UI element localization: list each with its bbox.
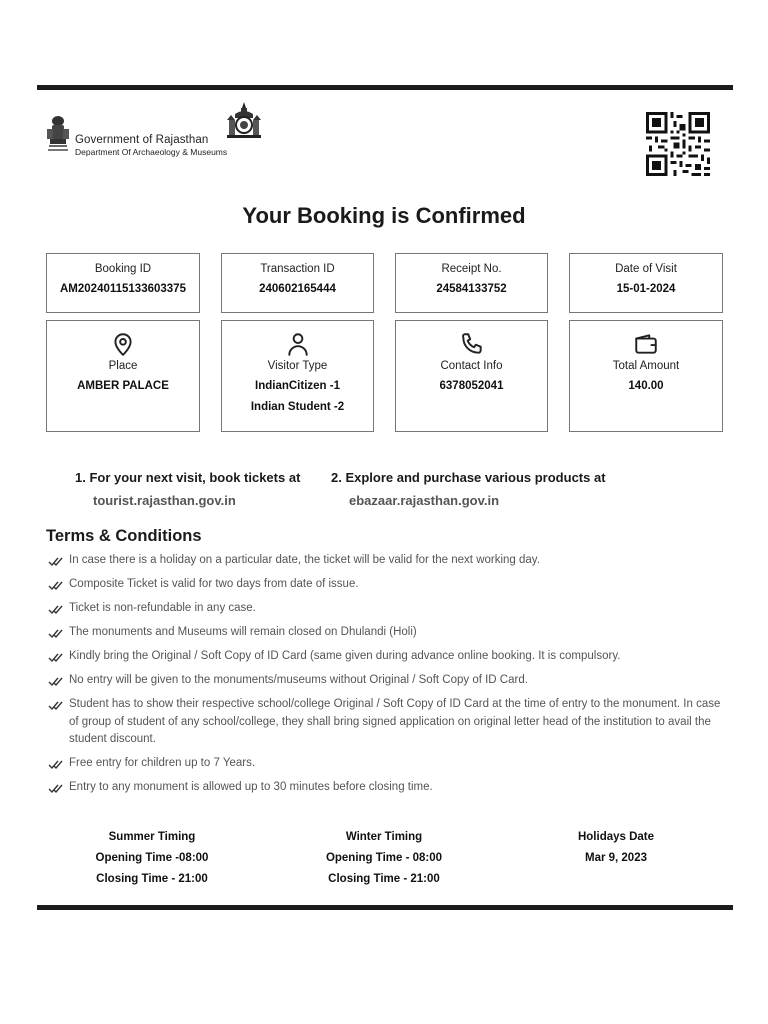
card-value: 24584133752: [436, 283, 507, 295]
card-value: 6378052041: [439, 380, 504, 392]
terms-item: [46, 755, 726, 773]
summer-closing-time: Closing Time - 21:00: [96, 873, 208, 885]
terms-text: In case there is a holiday on a particular date, the ticket will be valid for the next working day.: [69, 554, 540, 566]
card-value-secondary: Indian Student -2: [250, 401, 345, 413]
double-check-icon: [48, 677, 64, 687]
double-check-icon: [48, 701, 64, 711]
top-rule: [37, 85, 733, 90]
terms-item: [46, 648, 726, 666]
terms-item: [46, 696, 726, 749]
double-check-icon: [48, 557, 64, 567]
location-pin-icon: [110, 331, 136, 357]
double-check-icon: [48, 605, 64, 615]
ebazaar-link[interactable]: ebazaar.rajasthan.gov.in: [349, 493, 500, 508]
next-visit-item: [75, 470, 300, 508]
card-value: 240602165444: [259, 283, 336, 295]
department-name: Department Of Archaeology & Museums: [75, 147, 228, 157]
winter-opening-time: Opening Time - 08:00: [325, 852, 443, 864]
double-check-icon: [48, 760, 64, 770]
receipt-no-card: [395, 253, 548, 313]
summer-timing: [42, 827, 262, 890]
terms-text: Student has to show their respective school/college Original / Soft Copy of ID Card at the time of entry to the monument. In case of group of student of any school/college, they shall bring signed application on original letter head of the institution to avail the student discount.: [69, 698, 721, 745]
card-label: Visitor Type: [267, 360, 328, 372]
contact-info-card: [395, 320, 548, 432]
holidays-date: [506, 827, 726, 869]
fort-logo-icon: [226, 100, 262, 140]
person-icon: [285, 331, 311, 357]
terms-title: Terms & Conditions: [46, 527, 202, 545]
card-label: Total Amount: [612, 360, 680, 372]
card-value: 140.00: [628, 380, 664, 392]
card-label: Booking ID: [94, 263, 152, 275]
ticket-header: [44, 100, 734, 180]
tourist-link[interactable]: tourist.rajasthan.gov.in: [93, 493, 236, 508]
phone-icon: [459, 331, 485, 357]
terms-text: No entry will be given to the monuments/museums without Original / Soft Copy of ID Card.: [69, 674, 528, 686]
government-name: Government of Rajasthan: [75, 134, 209, 146]
winter-timing-title: Winter Timing: [345, 831, 423, 843]
terms-text: The monuments and Museums will remain closed on Dhulandi (Holi): [69, 626, 417, 638]
total-amount-card: [569, 320, 723, 432]
card-label: Place: [108, 360, 138, 372]
bottom-rule: [37, 905, 733, 910]
terms-text: Entry to any monument is allowed up to 30 minutes before closing time.: [69, 781, 433, 793]
next-visit-heading: 2. Explore and purchase various products at: [331, 470, 606, 485]
card-value: 15-01-2024: [616, 283, 676, 295]
card-label: Receipt No.: [441, 263, 502, 275]
terms-text: Kindly bring the Original / Soft Copy of ID Card (same given during advance online booking. It is compulsory.: [69, 650, 621, 662]
card-value: AM20240115133603375: [60, 283, 186, 295]
terms-item: [46, 672, 726, 690]
card-label: Date of Visit: [615, 263, 677, 275]
winter-closing-time: Closing Time - 21:00: [328, 873, 440, 885]
next-visit-heading: 1. For your next visit, book tickets at: [75, 470, 301, 485]
summer-timing-title: Summer Timing: [108, 831, 196, 843]
terms-list: [46, 552, 726, 803]
government-title: [75, 134, 227, 157]
visitor-type-card: [221, 320, 374, 432]
holidays-date-value: Mar 9, 2023: [584, 852, 647, 864]
terms-text: Ticket is non-refundable in any case.: [69, 602, 256, 614]
terms-item: [46, 624, 726, 642]
page-title: Your Booking is Confirmed: [242, 203, 526, 228]
holidays-title: Holidays Date: [577, 831, 655, 843]
summer-opening-time: Opening Time -08:00: [95, 852, 209, 864]
double-check-icon: [48, 581, 64, 591]
next-visit-item: [331, 470, 606, 508]
terms-item: [46, 779, 726, 797]
card-label: Transaction ID: [260, 263, 335, 275]
card-label: Contact Info: [440, 360, 503, 372]
winter-timing: [274, 827, 494, 890]
terms-text: Composite Ticket is valid for two days from date of issue.: [69, 578, 359, 590]
state-emblem-icon: [44, 115, 72, 155]
booking-id-card: [46, 253, 200, 313]
double-check-icon: [48, 784, 64, 794]
qr-code-icon: [644, 112, 712, 176]
wallet-icon: [633, 331, 659, 357]
card-value: AMBER PALACE: [77, 380, 169, 392]
terms-text: Free entry for children up to 7 Years.: [69, 757, 256, 769]
terms-item: [46, 552, 726, 570]
terms-item: [46, 576, 726, 594]
double-check-icon: [48, 629, 64, 639]
double-check-icon: [48, 653, 64, 663]
date-of-visit-card: [569, 253, 723, 313]
place-card: [46, 320, 200, 432]
transaction-id-card: [221, 253, 374, 313]
card-value: IndianCitizen -1: [255, 380, 340, 392]
terms-item: [46, 600, 726, 618]
